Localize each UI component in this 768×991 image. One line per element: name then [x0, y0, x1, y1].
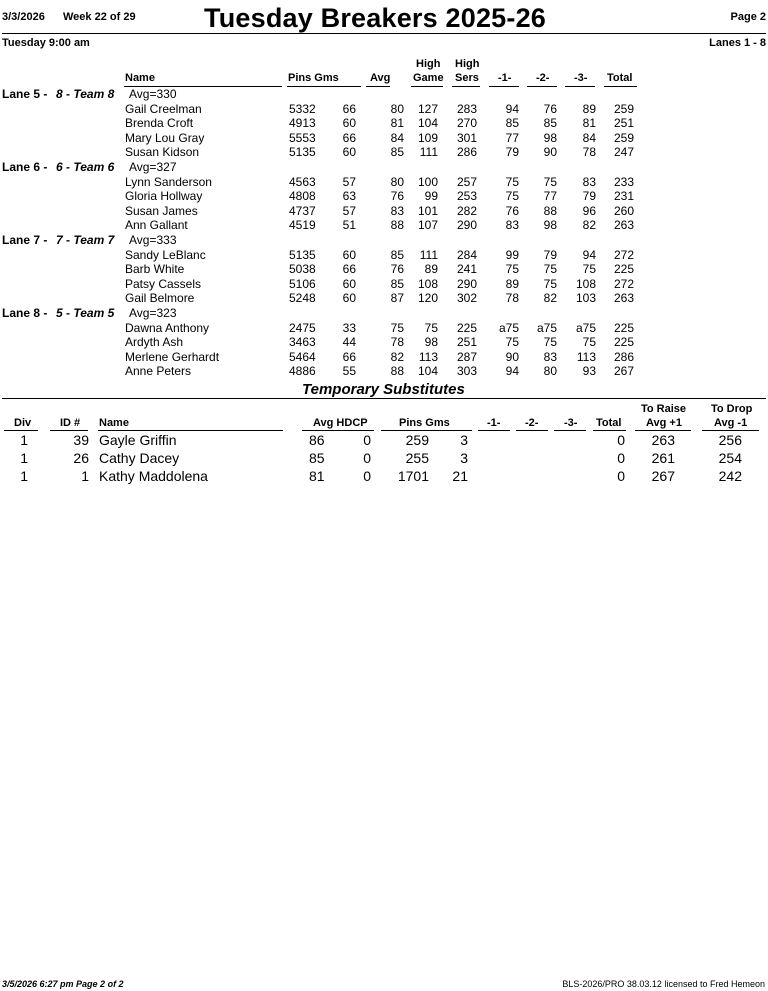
bowler-game3: 89 [582, 101, 596, 116]
week-label: Week 22 of 29 [63, 11, 136, 23]
bowler-average: 76 [390, 262, 404, 277]
bowler-pins: 5135 [289, 247, 316, 262]
bowler-average: 88 [390, 364, 404, 379]
bowler-high-game: 108 [417, 276, 438, 291]
bowler-average: 84 [390, 130, 404, 145]
bowler-total: 263 [613, 218, 634, 233]
bowler-game3: 96 [582, 203, 596, 218]
bowler-high-series: 287 [456, 349, 477, 364]
bowler-game2: 75 [543, 174, 557, 189]
bowler-high-series: 283 [456, 101, 477, 116]
bowler-row [0, 116, 768, 130]
bowler-high-series: 286 [456, 145, 477, 160]
bowler-game1: 99 [505, 247, 519, 262]
bowler-game2: 75 [543, 335, 557, 350]
subs-col-pins-gms: Pins Gms [399, 417, 450, 429]
bowler-game1: 89 [505, 276, 519, 291]
bowler-game1: 90 [505, 349, 519, 364]
bowler-pins: 5106 [289, 276, 316, 291]
bowler-name: Sandy LeBlanc [125, 247, 206, 262]
bowler-game3: 83 [582, 174, 596, 189]
bowler-game2: 80 [543, 364, 557, 379]
bowler-game2: 75 [543, 262, 557, 277]
bowler-game1: 75 [505, 174, 519, 189]
bowler-row [0, 145, 768, 159]
lanes-range: Lanes 1 - 8 [709, 37, 766, 49]
bowler-game3: 108 [575, 276, 596, 291]
bowler-name: Dawna Anthony [125, 320, 210, 335]
bowler-game3: 82 [582, 218, 596, 233]
lane-number: Lane 7 - [2, 233, 48, 247]
bowler-game1: 79 [505, 145, 519, 160]
bowler-total: 272 [613, 276, 634, 291]
bowler-high-series: 251 [456, 335, 477, 350]
bowler-pins: 5135 [289, 145, 316, 160]
bowler-average: 87 [390, 291, 404, 306]
bowler-high-game: 113 [418, 349, 438, 364]
bowler-game3: 75 [582, 262, 596, 277]
bowler-name: Ann Gallant [125, 218, 188, 233]
footer-license: BLS-2026/PRO 38.03.12 licensed to Fred Hemeon [562, 979, 765, 989]
bowler-game3: a75 [575, 320, 596, 335]
bowler-row [0, 189, 768, 203]
sub-total: 0 [617, 450, 625, 466]
subs-col-game2: -2- [525, 417, 539, 429]
bowler-pins: 4886 [289, 364, 316, 379]
bowler-game1: 75 [505, 189, 519, 204]
bowler-game3: 81 [582, 116, 596, 131]
bowler-high-series: 290 [456, 276, 477, 291]
sub-pins: 1701 [397, 468, 429, 484]
bowler-high-series: 284 [456, 247, 477, 262]
bowler-high-game: 120 [417, 291, 438, 306]
bowler-total: 247 [613, 145, 634, 160]
col-name: Name [125, 72, 155, 84]
sub-handicap: 0 [363, 468, 371, 484]
team-name-text: 5 - Team 5 [56, 306, 115, 320]
bowler-total: 231 [613, 189, 634, 204]
bowler-high-game: 98 [424, 335, 438, 350]
bowler-high-series: 290 [456, 218, 477, 233]
sub-handicap: 0 [363, 432, 371, 448]
bowler-name: Susan Kidson [125, 145, 200, 160]
bowler-high-game: 127 [417, 101, 438, 116]
bowler-high-game: 100 [417, 174, 438, 189]
bowler-row [0, 131, 768, 145]
sub-name: Gayle Griffin [99, 432, 177, 448]
bowler-high-series: 282 [456, 203, 477, 218]
sub-average: 81 [309, 468, 325, 484]
bowler-game2: 90 [543, 145, 557, 160]
bowler-pins: 4563 [289, 174, 316, 189]
bowler-row [0, 218, 768, 232]
bowler-name: Anne Peters [125, 364, 192, 379]
bowler-name: Merlene Gerhardt [125, 349, 220, 364]
team-name-text: 7 - Team 7 [56, 233, 115, 247]
bowler-pins: 2475 [289, 320, 316, 335]
team-average: Avg=323 [129, 306, 177, 320]
bowler-high-series: 303 [456, 364, 477, 379]
team-average: Avg=327 [129, 160, 177, 174]
bowler-game1: 75 [505, 335, 519, 350]
sub-to-drop: 242 [718, 468, 742, 484]
bowler-game1: 94 [505, 364, 519, 379]
bowler-game3: 103 [575, 291, 596, 306]
subs-title: Temporary Substitutes [302, 381, 465, 398]
bowler-games: 60 [342, 291, 356, 306]
bowler-games: 66 [342, 130, 356, 145]
subs-rule [2, 398, 766, 399]
substitute-row [0, 449, 768, 467]
bowler-row [0, 277, 768, 291]
sub-id: 26 [73, 450, 89, 466]
bowler-high-game: 104 [417, 364, 438, 379]
bowler-game1: 77 [505, 130, 519, 145]
bowler-average: 85 [390, 145, 404, 160]
page-title: Tuesday Breakers 2025-26 [204, 3, 547, 33]
header-rule [2, 33, 766, 34]
bowler-games: 44 [342, 335, 356, 350]
bowler-pins: 3463 [289, 335, 316, 350]
sub-div: 1 [20, 468, 28, 484]
sub-to-drop: 254 [718, 450, 742, 466]
team-name [56, 160, 114, 174]
bowler-pins: 5248 [289, 291, 316, 306]
bowler-games: 55 [342, 364, 356, 379]
bowler-games: 63 [342, 189, 356, 204]
bowler-game2: 83 [543, 349, 557, 364]
bowler-games: 60 [342, 116, 356, 131]
bowler-average: 80 [390, 101, 404, 116]
bowler-game3: 78 [582, 145, 596, 160]
bowler-high-series: 225 [456, 320, 477, 335]
lane-number: Lane 6 - [2, 160, 48, 174]
bowler-game1: 94 [505, 101, 519, 116]
subs-col-game1: -1- [487, 417, 501, 429]
sub-average: 86 [309, 432, 325, 448]
sub-games: 3 [460, 450, 468, 466]
report-date: 3/3/2026 [2, 11, 45, 23]
bowler-average: 78 [390, 335, 404, 350]
team-name [56, 233, 114, 247]
bowler-games: 66 [342, 262, 356, 277]
bowler-total: 225 [613, 320, 634, 335]
bowler-average: 85 [390, 276, 404, 291]
subs-col-id: ID # [60, 417, 81, 429]
bowler-high-series: 253 [456, 189, 477, 204]
bowler-average: 82 [390, 349, 404, 364]
bowler-high-game: 109 [417, 130, 438, 145]
bowler-game3: 84 [582, 130, 596, 145]
subs-col-drop: Avg -1 [714, 417, 748, 429]
bowler-average: 88 [390, 218, 404, 233]
team-average: Avg=330 [129, 87, 177, 101]
bowler-game1: 83 [505, 218, 519, 233]
bowler-name: Gloria Hollway [125, 189, 203, 204]
bowler-high-series: 302 [456, 291, 477, 306]
team-name-text: 8 - Team 8 [56, 87, 115, 101]
subs-col-raise: Avg +1 [646, 417, 682, 429]
bowler-row [0, 321, 768, 335]
bowler-game3: 113 [576, 349, 596, 364]
lane-header [0, 160, 768, 174]
col-high-game-top: High [416, 58, 441, 70]
bowler-games: 57 [342, 203, 356, 218]
col-high-game: Game [413, 72, 444, 84]
bowler-game1: 76 [505, 203, 519, 218]
bowler-games: 57 [342, 174, 356, 189]
bowler-name: Mary Lou Gray [125, 130, 205, 145]
bowler-games: 60 [342, 276, 356, 291]
bowler-pins: 4737 [289, 203, 316, 218]
col-game1: -1- [498, 72, 512, 84]
bowler-pins: 5464 [289, 349, 316, 364]
bowler-average: 80 [390, 174, 404, 189]
bowler-name: Lynn Sanderson [125, 174, 212, 189]
sub-average: 85 [309, 450, 325, 466]
bowler-high-game: 75 [424, 320, 438, 335]
bowler-high-series: 241 [456, 262, 477, 277]
substitute-row [0, 431, 768, 449]
page-number: Page 2 [730, 11, 766, 23]
bowler-average: 83 [390, 203, 404, 218]
sub-name: Kathy Maddolena [99, 468, 208, 484]
bowler-total: 263 [613, 291, 634, 306]
bowler-average: 81 [390, 116, 404, 131]
team-average: Avg=333 [129, 233, 177, 247]
lane-header [0, 87, 768, 101]
bowler-total: 225 [613, 335, 634, 350]
bowler-row [0, 350, 768, 364]
bowler-row [0, 204, 768, 218]
bowler-row [0, 335, 768, 349]
bowler-games: 33 [342, 320, 356, 335]
bowler-pins: 5332 [289, 101, 316, 116]
day-time: Tuesday 9:00 am [2, 37, 90, 49]
lane-number: Lane 8 - [2, 306, 48, 320]
bowler-game2: 85 [543, 116, 557, 131]
bowler-game2: 98 [543, 218, 557, 233]
bowler-high-game: 111 [419, 247, 438, 262]
bowler-game3: 79 [582, 189, 596, 204]
bowler-name: Susan James [125, 203, 198, 218]
sub-div: 1 [20, 450, 28, 466]
col-avg: Avg [370, 72, 391, 84]
bowler-high-series: 257 [456, 174, 477, 189]
bowler-game1: 75 [505, 262, 519, 277]
col-total: Total [607, 72, 633, 84]
lane-number: Lane 5 - [2, 87, 48, 101]
bowler-game3: 93 [582, 364, 596, 379]
bowler-games: 60 [342, 247, 356, 262]
substitute-row [0, 467, 768, 485]
bowler-game2: 76 [543, 101, 557, 116]
sub-games: 3 [460, 432, 468, 448]
sub-total: 0 [617, 432, 625, 448]
sub-total: 0 [617, 468, 625, 484]
bowler-game1: 85 [505, 116, 519, 131]
bowler-total: 272 [613, 247, 634, 262]
bowler-game3: 94 [582, 247, 596, 262]
bowler-row [0, 262, 768, 276]
bowler-high-series: 301 [456, 130, 477, 145]
bowler-name: Patsy Cassels [125, 276, 202, 291]
sub-to-raise: 267 [651, 468, 675, 484]
bowler-pins: 4519 [289, 218, 316, 233]
bowler-games: 66 [342, 101, 356, 116]
sub-id: 39 [73, 432, 89, 448]
sub-div: 1 [20, 432, 28, 448]
bowler-row [0, 364, 768, 378]
bowler-average: 76 [390, 189, 404, 204]
sub-to-raise: 263 [651, 432, 675, 448]
bowler-total: 267 [613, 364, 634, 379]
sub-handicap: 0 [363, 450, 371, 466]
bowler-name: Ardyth Ash [125, 335, 184, 350]
bowler-games: 66 [342, 349, 356, 364]
bowler-game2: 79 [543, 247, 557, 262]
subs-col-total: Total [596, 417, 622, 429]
bowler-total: 233 [613, 174, 634, 189]
bowler-game2: 82 [543, 291, 557, 306]
footer-timestamp: 3/5/2026 6:27 pm Page 2 of 2 [2, 979, 124, 989]
bowler-row [0, 291, 768, 305]
team-name [56, 87, 114, 101]
sub-to-drop: 256 [718, 432, 742, 448]
bowler-game2: 98 [543, 130, 557, 145]
subs-col-game3: -3- [564, 417, 578, 429]
bowler-name: Gail Creelman [125, 101, 202, 116]
bowler-total: 260 [613, 203, 634, 218]
bowler-games: 60 [342, 145, 356, 160]
bowler-average: 85 [390, 247, 404, 262]
bowler-row [0, 102, 768, 116]
col-high-sers-top: High [455, 58, 480, 70]
sub-games: 21 [452, 468, 468, 484]
subs-col-div: Div [14, 417, 32, 429]
bowler-total: 286 [613, 349, 634, 364]
bowler-pins: 4913 [289, 116, 316, 131]
col-high-sers: Sers [455, 72, 479, 84]
sub-id: 1 [81, 468, 89, 484]
sub-pins: 259 [405, 432, 429, 448]
bowler-total: 225 [613, 262, 634, 277]
bowler-total: 251 [613, 116, 634, 131]
sub-pins: 255 [405, 450, 429, 466]
bowler-name: Gail Belmore [125, 291, 195, 306]
bowler-high-game: 89 [424, 262, 438, 277]
bowler-high-game: 111 [419, 145, 438, 160]
team-name [56, 306, 114, 320]
bowler-high-game: 107 [417, 218, 438, 233]
bowler-pins: 5553 [289, 130, 316, 145]
bowler-row [0, 248, 768, 262]
sub-to-raise: 261 [651, 450, 675, 466]
bowler-game2: a75 [536, 320, 557, 335]
bowler-total: 259 [613, 130, 634, 145]
bowler-name: Barb White [125, 262, 185, 277]
bowler-game2: 88 [543, 203, 557, 218]
lane-header [0, 233, 768, 247]
subs-col-drop-top: To Drop [711, 403, 753, 415]
bowler-average: 75 [390, 320, 404, 335]
col-game2: -2- [536, 72, 550, 84]
bowler-row [0, 175, 768, 189]
bowler-high-game: 99 [424, 189, 438, 204]
team-name-text: 6 - Team 6 [56, 160, 115, 174]
bowler-high-game: 104 [417, 116, 438, 131]
lane-header [0, 306, 768, 320]
subs-col-name: Name [99, 417, 129, 429]
bowler-total: 259 [613, 101, 634, 116]
bowler-games: 51 [342, 218, 356, 233]
bowler-high-series: 270 [456, 116, 477, 131]
bowler-game1: 78 [505, 291, 519, 306]
bowler-game2: 75 [543, 276, 557, 291]
col-game3: -3- [574, 72, 588, 84]
col-pins-gms: Pins Gms [288, 72, 339, 84]
subs-col-avg-hdcp: Avg HDCP [313, 417, 368, 429]
subs-col-raise-top: To Raise [641, 403, 687, 415]
bowler-name: Brenda Croft [125, 116, 194, 131]
bowler-game1: a75 [498, 320, 519, 335]
bowler-game2: 77 [543, 189, 557, 204]
bowler-pins: 4808 [289, 189, 316, 204]
bowler-pins: 5038 [289, 262, 316, 277]
bowler-game3: 75 [582, 335, 596, 350]
sub-name: Cathy Dacey [99, 450, 180, 466]
bowler-high-game: 101 [417, 203, 438, 218]
